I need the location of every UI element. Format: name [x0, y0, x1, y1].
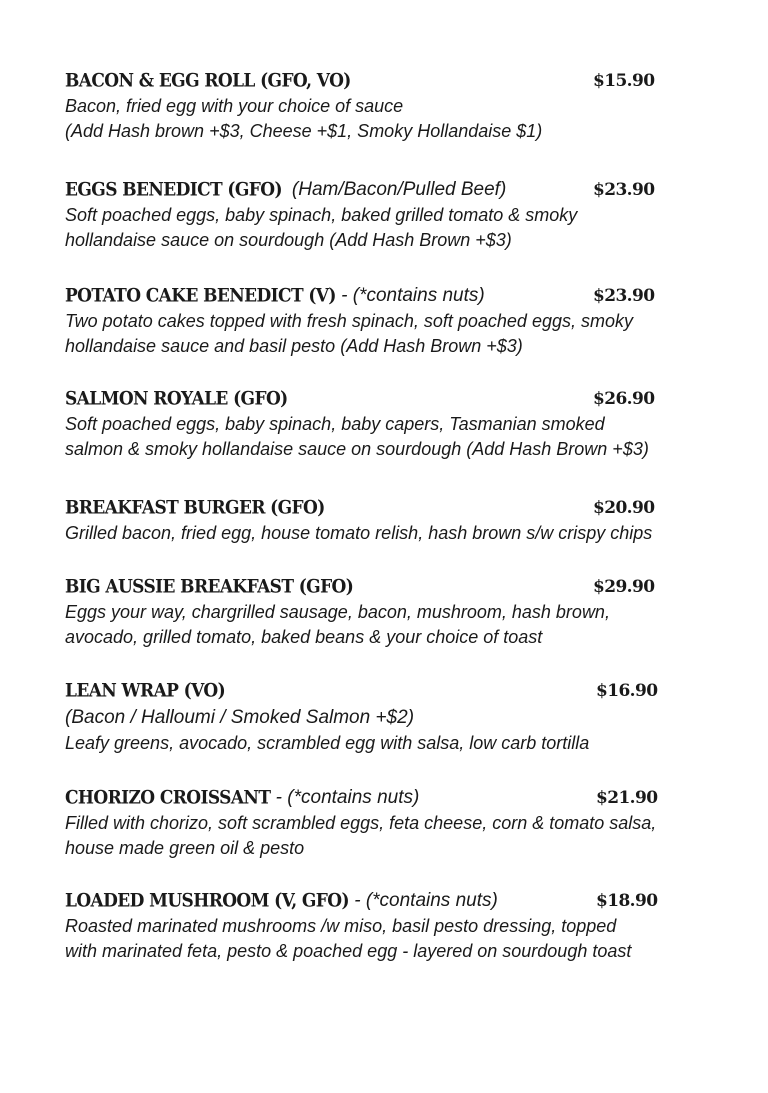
menu-item-price: $29.90: [593, 577, 655, 597]
menu-item-description-line: with marinated feta, pesto & poached egg - layered on sourdough toast: [65, 941, 632, 961]
menu-item-title-line: [65, 177, 725, 203]
menu-item-description-line: Bacon, fried egg with your choice of sauce: [65, 96, 404, 116]
menu-item-description-line: Roasted marinated mushrooms /w miso, basil pesto dressing, topped: [65, 916, 617, 936]
menu-item-price: $23.90: [593, 286, 655, 306]
menu-item-bacon-egg-roll: [65, 68, 725, 144]
menu-item-chorizo-croissant: [65, 785, 725, 861]
menu-item-title-line: [65, 574, 725, 600]
menu-item-description-line: Grilled bacon, fried egg, house tomato relish, hash brown s/w crispy chips: [65, 523, 653, 543]
menu-item-title-line: [65, 678, 725, 704]
menu-item-separator: -: [335, 285, 353, 306]
menu-item-name: LEAN WRAP (VO): [65, 680, 226, 702]
menu-item-note: (*contains nuts): [287, 787, 420, 808]
menu-item-description-line: Two potato cakes topped with fresh spinach, soft poached eggs, smoky: [65, 311, 633, 331]
menu-item-name: SALMON ROYALE (GFO): [65, 388, 288, 410]
menu-item-name: EGGS BENEDICT (GFO): [65, 179, 282, 201]
menu-item-description-line: (Bacon / Halloumi / Smoked Salmon +$2): [65, 707, 415, 728]
menu-item-description-line: Eggs your way, chargrilled sausage, bacon, mushroom, hash brown,: [65, 602, 610, 622]
menu-item-description-line: Filled with chorizo, soft scrambled eggs, feta cheese, corn & tomato salsa,: [65, 813, 657, 833]
menu-item-price: $15.90: [593, 71, 655, 91]
menu-item-separator: -: [348, 890, 366, 911]
menu-item-name: POTATO CAKE BENEDICT (V): [65, 285, 336, 307]
menu-item-salmon-royale: [65, 386, 725, 462]
menu-item-note: (Ham/Bacon/Pulled Beef): [291, 179, 507, 200]
menu-item-price: $20.90: [593, 498, 655, 518]
menu-item-title-line: [65, 386, 725, 412]
menu-item-name: CHORIZO CROISSANT: [65, 787, 271, 809]
menu-item-lean-wrap: [65, 678, 725, 756]
menu-item-eggs-benedict: [65, 177, 725, 253]
menu-item-description-line: (Add Hash brown +$3, Cheese +$1, Smoky Hollandaise $1): [65, 121, 543, 141]
menu-item-name: LOADED MUSHROOM (V, GFO): [65, 890, 349, 912]
menu-item-price: $16.90: [596, 681, 658, 701]
menu-item-description-line: Leafy greens, avocado, scrambled egg with salsa, low carb tortilla: [65, 733, 590, 753]
menu-item-title-line: [65, 283, 725, 309]
menu-item-description-line: Soft poached eggs, baby spinach, baked grilled tomato & smoky: [65, 205, 578, 225]
menu-item-big-aussie-breakfast: [65, 574, 725, 650]
menu-item-name: BREAKFAST BURGER (GFO): [65, 497, 325, 519]
menu-item-price: $18.90: [596, 891, 658, 911]
menu-item-price: $26.90: [593, 389, 655, 409]
menu-item-title-line: [65, 495, 725, 521]
menu-item-separator: -: [270, 787, 288, 808]
menu-item-title-line: [65, 888, 725, 914]
menu-item-title-line: [65, 785, 725, 811]
menu-item-description-line: salmon & smoky hollandaise sauce on sourdough (Add Hash Brown +$3): [65, 439, 649, 459]
menu-item-name: BACON & EGG ROLL (GFO, VO): [65, 70, 351, 92]
menu-item-name: BIG AUSSIE BREAKFAST (GFO): [65, 576, 354, 598]
menu-item-loaded-mushroom: [65, 888, 725, 964]
menu-item-description-line: hollandaise sauce on sourdough (Add Hash Brown +$3): [65, 230, 512, 250]
menu-item-description-line: house made green oil & pesto: [65, 838, 305, 858]
menu-item-potato-cake-benedict: [65, 283, 725, 359]
menu-item-note: (*contains nuts): [365, 890, 498, 911]
menu-item-title-line: [65, 68, 725, 94]
menu-item-note: (*contains nuts): [352, 285, 485, 306]
menu-item-price: $23.90: [593, 180, 655, 200]
menu-item-price: $21.90: [596, 788, 658, 808]
menu-item-breakfast-burger: [65, 495, 725, 546]
menu-item-description-line: hollandaise sauce and basil pesto (Add Hash Brown +$3): [65, 336, 523, 356]
menu-item-description-line: Soft poached eggs, baby spinach, baby capers, Tasmanian smoked: [65, 414, 605, 434]
menu-item-description-line: avocado, grilled tomato, baked beans & your choice of toast: [65, 627, 543, 647]
